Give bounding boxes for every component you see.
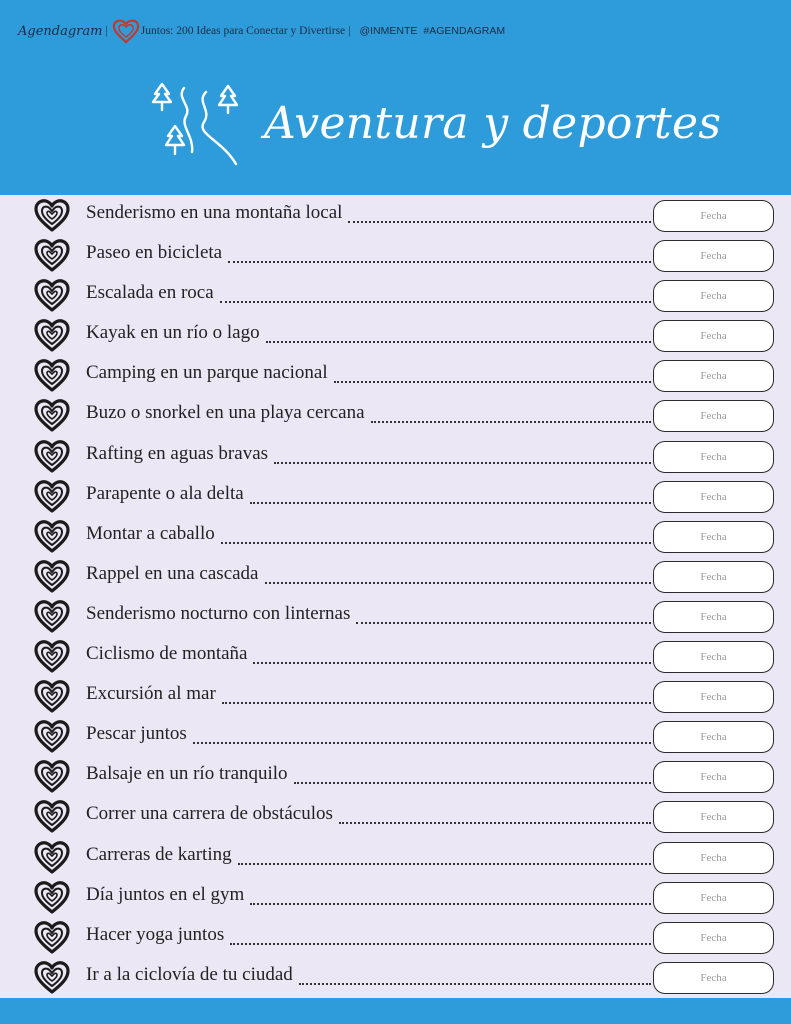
heart-icon [33, 238, 71, 272]
item-label: Rappel en una cascada [86, 562, 265, 586]
dotted-leader [339, 822, 651, 824]
list-item [0, 717, 791, 757]
dotted-leader [238, 863, 651, 865]
date-field[interactable]: Fecha [653, 200, 774, 232]
activity-list [0, 196, 791, 998]
dotted-leader [348, 221, 651, 223]
list-item [0, 396, 791, 436]
item-label: Balsaje en un río tranquilo [86, 762, 294, 786]
list-item [0, 838, 791, 878]
date-field[interactable]: Fecha [653, 320, 774, 352]
heart-icon [33, 278, 71, 312]
date-field[interactable]: Fecha [653, 521, 774, 553]
dotted-leader [274, 462, 651, 464]
date-field[interactable]: Fecha [653, 601, 774, 633]
dotted-leader [294, 782, 651, 784]
date-field[interactable]: Fecha [653, 962, 774, 994]
item-label: Pescar juntos [86, 722, 193, 746]
dotted-leader [250, 903, 651, 905]
item-label: Senderismo en una montaña local [86, 201, 348, 225]
list-item [0, 477, 791, 517]
dotted-leader [228, 261, 651, 263]
list-item [0, 757, 791, 797]
date-field[interactable]: Fecha [653, 240, 774, 272]
heart-icon [33, 519, 71, 553]
item-label: Montar a caballo [86, 522, 221, 546]
dotted-leader [222, 702, 651, 704]
item-label: Paseo en bicicleta [86, 241, 228, 265]
dotted-leader [265, 582, 651, 584]
item-label: Kayak en un río o lago [86, 321, 266, 345]
heart-icon [33, 318, 71, 352]
list-item [0, 797, 791, 837]
item-label: Ir a la ciclovía de tu ciudad [86, 963, 299, 987]
list-item [0, 316, 791, 356]
item-label: Correr una carrera de obstáculos [86, 802, 339, 826]
list-item [0, 236, 791, 276]
dotted-leader [250, 502, 651, 504]
dotted-leader [220, 301, 651, 303]
item-label: Carreras de karting [86, 843, 238, 867]
heart-icon [33, 479, 71, 513]
date-field[interactable]: Fecha [653, 842, 774, 874]
heart-icon [33, 840, 71, 874]
date-field[interactable]: Fecha [653, 882, 774, 914]
dotted-leader [371, 421, 651, 423]
list-item [0, 677, 791, 717]
item-label: Ciclismo de montaña [86, 642, 253, 666]
brand-name: Agendagram [18, 23, 103, 39]
header-line [18, 18, 505, 44]
heart-icon [33, 559, 71, 593]
heart-icon [33, 960, 71, 994]
item-label: Parapente o ala delta [86, 482, 250, 506]
separator-2: | [348, 25, 351, 37]
heart-icon [33, 920, 71, 954]
heart-icon [33, 759, 71, 793]
item-label: Hacer yoga juntos [86, 923, 230, 947]
dotted-leader [193, 742, 651, 744]
dotted-leader [299, 983, 651, 985]
item-label: Buzo o snorkel en una playa cercana [86, 401, 371, 425]
dotted-leader [266, 341, 651, 343]
item-label: Senderismo nocturno con linternas [86, 602, 356, 626]
date-field[interactable]: Fecha [653, 801, 774, 833]
date-field[interactable]: Fecha [653, 721, 774, 753]
subtitle: Juntos: 200 Ideas para Conectar y Divertirse [140, 25, 346, 37]
list-item [0, 356, 791, 396]
date-field[interactable]: Fecha [653, 561, 774, 593]
heart-icon [33, 198, 71, 232]
item-label: Día juntos en el gym [86, 883, 250, 907]
logo-heart-icon [112, 18, 140, 44]
list-item [0, 637, 791, 677]
item-label: Rafting en aguas bravas [86, 442, 274, 466]
dotted-leader [253, 662, 651, 664]
item-label: Excursión al mar [86, 682, 222, 706]
list-item [0, 557, 791, 597]
dotted-leader [334, 381, 651, 383]
section-title: Aventura y deportes [264, 98, 722, 149]
heart-icon [33, 358, 71, 392]
date-field[interactable]: Fecha [653, 360, 774, 392]
trail-trees-icon [148, 80, 244, 170]
list-item [0, 878, 791, 918]
dotted-leader [230, 943, 651, 945]
list-item [0, 597, 791, 637]
heart-icon [33, 599, 71, 633]
header-banner [0, 0, 791, 195]
footer-banner [0, 998, 791, 1024]
date-field[interactable]: Fecha [653, 400, 774, 432]
heart-icon [33, 799, 71, 833]
date-field[interactable]: Fecha [653, 761, 774, 793]
list-item [0, 196, 791, 236]
list-item [0, 958, 791, 998]
heart-icon [33, 639, 71, 673]
list-item [0, 517, 791, 557]
item-label: Camping en un parque nacional [86, 361, 334, 385]
date-field[interactable]: Fecha [653, 922, 774, 954]
item-label: Escalada en roca [86, 281, 220, 305]
heart-icon [33, 719, 71, 753]
dotted-leader [356, 622, 651, 624]
date-field[interactable]: Fecha [653, 641, 774, 673]
date-field[interactable]: Fecha [653, 681, 774, 713]
heart-icon [33, 679, 71, 713]
separator: | [105, 25, 108, 37]
dotted-leader [221, 542, 651, 544]
date-field[interactable]: Fecha [653, 441, 774, 473]
heart-icon [33, 880, 71, 914]
list-item [0, 918, 791, 958]
list-item [0, 276, 791, 316]
date-field[interactable]: Fecha [653, 280, 774, 312]
handle: @INMENTE [359, 25, 418, 37]
heart-icon [33, 398, 71, 432]
heart-icon [33, 439, 71, 473]
hashtag: #AGENDAGRAM [423, 25, 506, 37]
date-field[interactable]: Fecha [653, 481, 774, 513]
list-item [0, 437, 791, 477]
